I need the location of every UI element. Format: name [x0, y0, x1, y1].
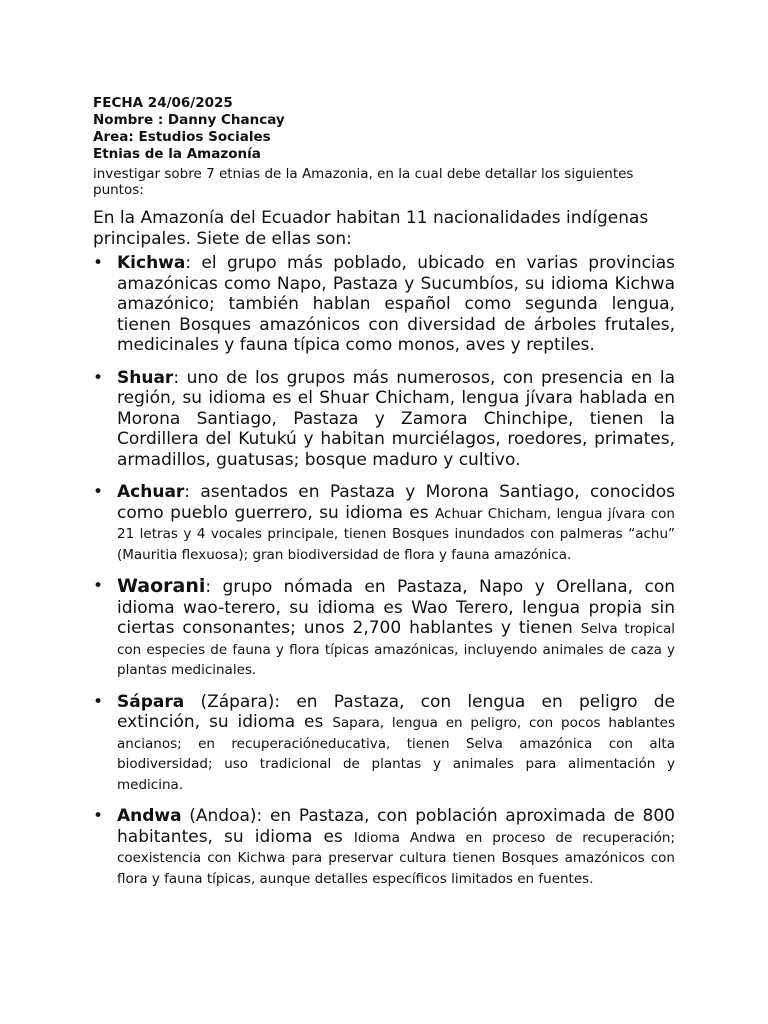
- name-line: Nombre : Danny Chancay: [93, 112, 285, 128]
- bullet-icon: •: [93, 482, 104, 502]
- intro-paragraph: En la Amazonía del Ecuador habitan 11 nacionalidades indígenas principales. Siete de ellas son:: [93, 208, 649, 249]
- ethnia-description-small: Sapara, lengua en peligro, con pocos hablantes ancianos; en recuperacióneducativa, tienen Selva amazónica con alta biodiversidad; uso tradicional de plantas y animales para alimentación y medicina.: [117, 715, 676, 793]
- bullet-icon: •: [93, 367, 104, 388]
- ethnia-description: : uno de los grupos más numerosos, con presencia en la región, su idioma es el Shuar Chicham, lengua jívara hablada en Morona Santiago, Pastaza y Zamora Chinchipe, tienen la Cordillera del Kutukú y habitan murciélagos, roedores, primates, armadillos, guatusas; bosque maduro y cultivo.: [117, 367, 675, 470]
- ethnia-description-small: Achuar Chicham, lengua jívara con 21 letras y 4 vocales principale, tienen Bosques inundados con palmeras “achu” (Mauritia flexuosa); gran biodiversidad de flora y fauna amazónica.: [117, 505, 675, 563]
- document-title: Etnias de la Amazonía: [93, 146, 261, 162]
- bullet-icon: •: [93, 576, 104, 596]
- ethnia-description: (Zápara): en Pastaza, con lengua en peligro de extinción, su idioma es: [117, 691, 675, 732]
- bullet-icon: •: [93, 806, 104, 826]
- ethnia-description: : asentados en Pastaza y Morona Santiago, conocidos como pueblo guerrero, su idioma es: [117, 482, 675, 523]
- document-page: [93, 95, 675, 888]
- list-item-kichwa: [93, 253, 675, 356]
- ethnia-name: Shuar: [117, 367, 174, 388]
- ethnia-name: Andwa: [117, 806, 182, 826]
- ethnia-description: (Andoa): en Pastaza, con población aproximada de 800 habitantes, su idioma es: [117, 806, 675, 847]
- ethnias-list: [93, 253, 675, 888]
- list-item-achuar: [93, 482, 675, 564]
- ethnia-name: Kichwa: [117, 253, 186, 273]
- ethnia-description-small: Selva tropical con especies de fauna y flora típicas amazónicas, incluyendo animales de caza y plantas medicinales.: [117, 621, 675, 678]
- list-item-waorani: [93, 576, 675, 680]
- area-line: Area: Estudios Sociales: [93, 129, 271, 145]
- list-item-sapara: [93, 692, 675, 795]
- ethnia-description: : el grupo más poblado, ubicado en varias provincias amazónicas como Napo, Pastaza y Sucumbíos, su idioma Kichwa amazónico; también hablan español como segunda lengua, tienen Bosques amazónicos con diversidad de árboles frutales, medicinales y fauna típica como monos, aves y reptiles.: [117, 253, 675, 355]
- ethnia-name: Waorani: [117, 575, 206, 597]
- ethnia-description-small: Idioma Andwa en proceso de recuperación; coexistencia con Kichwa para preservar cultura tienen Bosques amazónicos con flora y fauna típicas, aunque detalles específicos limitados en fuentes.: [117, 829, 675, 887]
- ethnia-name: Achuar: [117, 482, 185, 502]
- bullet-icon: •: [93, 691, 104, 712]
- list-item-shuar: [93, 368, 675, 471]
- ethnia-description: : grupo nómada en Pastaza, Napo y Orellana, con idioma wao-terero, su idioma es Wao Terero, lengua propia sin ciertas consonantes; unos 2,700 hablantes y tienen: [117, 577, 675, 638]
- date-line: FECHA 24/06/2025: [93, 95, 233, 111]
- ethnia-name: Sápara: [117, 691, 185, 712]
- task-instructions: investigar sobre 7 etnias de la Amazonia, en la cual debe detallar los siguientes puntos:: [93, 166, 634, 198]
- bullet-icon: •: [93, 253, 104, 273]
- list-item-andwa: [93, 806, 675, 888]
